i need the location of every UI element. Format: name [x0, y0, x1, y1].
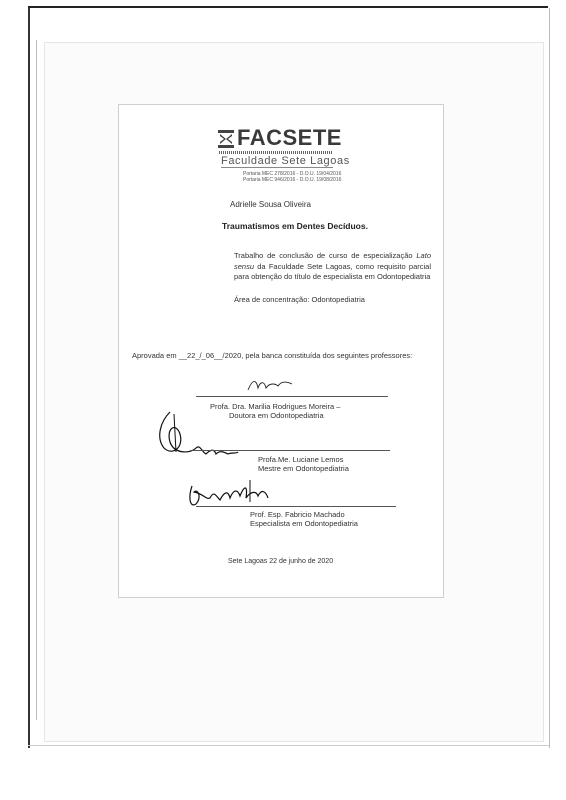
thesis-description: Trabalho de conclusão de curso de especialização Lato sensu da Faculdade Sete Lagoas, como requisito parcial para obtenção do título de especialista em Odontopediatria — [234, 251, 431, 281]
examiner-3-name: Prof. Esp. Fabricio Machado — [250, 510, 345, 519]
examiner-2-degree: Mestre em Odontopediatria — [258, 464, 349, 473]
brand-name: FACSETE — [237, 125, 342, 150]
scan-edge-bottom — [28, 745, 549, 746]
signature-line-2 — [190, 450, 390, 451]
examiner-1-degree: Doutora em Odontopediatria — [229, 411, 324, 420]
approval-statement: Aprovada em __22_/_06__/2020, pela banca constituída dos seguintes professores: — [132, 351, 413, 360]
author-name: Adrielle Sousa Oliveira — [230, 200, 311, 209]
examiner-3-degree: Especialista em Odontopediatria — [250, 519, 358, 528]
thesis-title: Traumatismos em Dentes Decíduos. — [222, 221, 368, 231]
scan-edge-top — [28, 6, 548, 8]
brand-rule — [221, 167, 333, 170]
examiner-2-name: Profa.Me. Luciane Lemos — [258, 455, 344, 464]
facsete-emblem-icon — [218, 130, 234, 148]
signature-examiner-1 — [246, 376, 296, 396]
brand-strip — [219, 151, 333, 154]
portaria-line-2: Portaria MEC 946/2016 - D.O.U. 19/08/2016 — [243, 177, 342, 183]
scan-edge-left-inner — [36, 40, 37, 720]
place-date: Sete Lagoas 22 de junho de 2020 — [228, 558, 334, 565]
signature-line-3 — [196, 506, 396, 507]
scan-edge-right — [549, 8, 550, 748]
brand-subtitle: Faculdade Sete Lagoas — [221, 155, 350, 167]
examiner-1-name: Profa. Dra. Marilia Rodrigues Moreira – — [210, 402, 341, 411]
scan-edge-left — [28, 8, 30, 748]
signature-examiner-2 — [150, 408, 240, 464]
portaria-line-1: Portaria MEC 278/2016 - D.O.U. 19/04/2016 — [243, 171, 342, 177]
facsete-logo — [217, 125, 350, 186]
concentration-area: Área de concentração: Odontopediatria — [234, 295, 365, 304]
signature-line-1 — [196, 396, 388, 397]
